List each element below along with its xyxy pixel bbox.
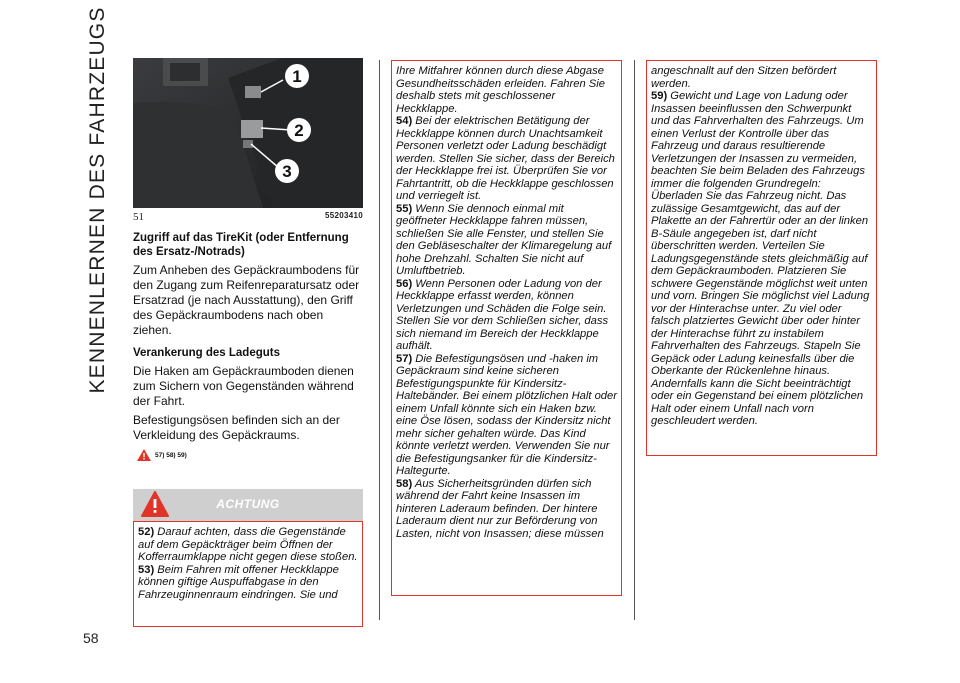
note-58-part-2: angeschnallt auf den Sitzen befördert werden. [651, 65, 837, 90]
warning-header [133, 489, 363, 521]
callout-2: 2 [294, 121, 304, 140]
warning-title: ACHTUNG [216, 497, 280, 511]
figure-code: 55203410 [325, 211, 363, 220]
column-3 [646, 60, 877, 456]
note-53-part-2: Ihre Mitfahrer können durch diese Abgase Gesundheitsschäden erleiden. Fahren Sie deshalb stets mit geschlossener Heckklappe. [396, 65, 605, 115]
note-54: 54) Bei der elektrischen Betätigung der Heckklappe können durch Unachtsamkeit Personen verletzt oder Ladung beschädigt werden. Stellen Sie sicher, dass der Bereich der Heckklappe frei ist. Überprüfen Sie vor Fahrtantritt, ob die Heckklappe geschlossen und verriegelt ist. [396, 115, 615, 202]
trunk-photo-drawing [133, 58, 363, 208]
note-57: 57) Die Befestigungsösen und -haken im Gepäckraum sind keine sicheren Befestigungspunkte für Kindersitz-Haltebänder. Bei einem plötzlichen Halt oder einem Unfall könnte sich ein Haken bzw. eine Öse lösen, sodass der Kindersitz nicht mehr sicher gehalten würde. Das Kind könnte verletzt werden. Verwenden Sie nur die Befestigungsanker für die Kindersitz-Haltegurte. [396, 352, 617, 477]
trunk-photo [133, 58, 363, 208]
warning-notes-box-2 [391, 60, 622, 596]
note-52: 52) Darauf achten, dass die Gegenstände auf dem Gepäckträger beim Öffnen der Kofferraumklappe nicht gegen diese stoßen. [138, 526, 358, 563]
column-divider [379, 60, 380, 620]
warning-reference-numbers: 57) 58) 59) [155, 451, 187, 459]
warning-triangle-icon [137, 449, 151, 461]
page-number: 58 [83, 630, 99, 646]
figure-number: 51 [133, 211, 144, 223]
note-56: 56) Wenn Personen oder Ladung von der Heckklappe erfasst werden, können Verletzungen und Schäden die Folge sein. Stellen Sie vor dem Schließen sicher, dass sich niemand im Bereich der Heckklappe aufhält. [396, 277, 609, 352]
column-divider [634, 60, 635, 620]
chapter-title-text: KENNENLERNEN DES FAHRZEUGS [86, 6, 109, 394]
note-55: 55) Wenn Sie dennoch einmal mit geöffneter Heckklappe fahren müssen, schließen Sie alle Fenster, und stellen Sie den Gebläseschalter der Klimaregelung auf hohe Drehzahl. Schalten Sie nicht auf Umluftbetrieb. [396, 202, 612, 277]
note-58-part-1: 58) Aus Sicherheitsgründen dürfen sich während der Fahrt keine Insassen im hinteren Laderaum befinden. Der hintere Laderaum dient nur zur Beförderung von Lasten, nicht von Insassen; diese müssen [396, 477, 604, 540]
note-53-part-1: 53) Beim Fahren mit offener Heckklappe können giftige Auspuffabgase in den Fahrzeuginnenraum eindringen. Sie und [138, 563, 339, 601]
warning-notes-box-1 [133, 521, 363, 627]
figure-caption [133, 211, 363, 223]
section-heading-tirekit: Zugriff auf das TireKit (oder Entfernung des Ersatz-/Notrads) [133, 232, 349, 258]
note-59: 59) Gewicht und Lage von Ladung oder Insassen beeinflussen den Schwerpunkt und das Fahrverhalten des Fahrzeugs. Um einen Verlust der Kontrolle über das Fahrzeug und daraus resultierende Verletzungen der Insassen zu vermeiden, beachten Sie beim Beladen des Fahrzeugs immer die folgenden Grundregeln: Überladen Sie das Fahrzeug nicht. Das zulässige Gesamtgewicht, das auf der Plakette an der Fahrertür oder an der linken B-Säule angegeben ist, darf nicht überschritten werden. Verteilen Sie Ladungsgegenstände stets gleichmäßig auf dem Gepäckraumboden. Platzieren Sie schwere Gegenstände möglichst weit unten und vorn. Bringen Sie möglichst viel Ladung vor der Hinterachse unter. Zu viel oder falsch platziertes Gewicht über oder hinter der Hinterachse führt zu instabilem Fahrverhalten des Fahrzeugs. Stapeln Sie Gepäck oder Ladung keinesfalls über die Oberkante der Rückenlehne hinaus. Andernfalls kann die Sicht beeinträchtigt oder ein Gegenstand bei einem plötzlichen Halt oder einem Unfall nach vorn geschleudert werden. [651, 90, 870, 427]
section-text-anchoring-1: Die Haken am Gepäckraumboden dienen zum Sichern von Gegenständen während der Fahrt. [133, 364, 354, 408]
chapter-title [68, 6, 128, 394]
section-text-tirekit: Zum Anheben des Gepäckraumbodens für den Zugang zum Reifenreparatursatz oder Ersatzrad (je nach Ausstattung), den Griff des Gepäckraumbodens nach oben ziehen. [133, 263, 360, 337]
warning-notes-box-3 [646, 60, 877, 456]
column-2 [391, 60, 622, 596]
callout-1: 1 [292, 67, 302, 86]
section-heading-anchoring: Verankerung des Ladeguts [133, 347, 280, 359]
section-text-anchoring-2: Befestigungsösen befinden sich an der Verkleidung des Gepäckraums. [133, 413, 340, 442]
warning-references [137, 449, 363, 461]
column-1 [133, 58, 363, 627]
callout-3: 3 [282, 162, 292, 181]
